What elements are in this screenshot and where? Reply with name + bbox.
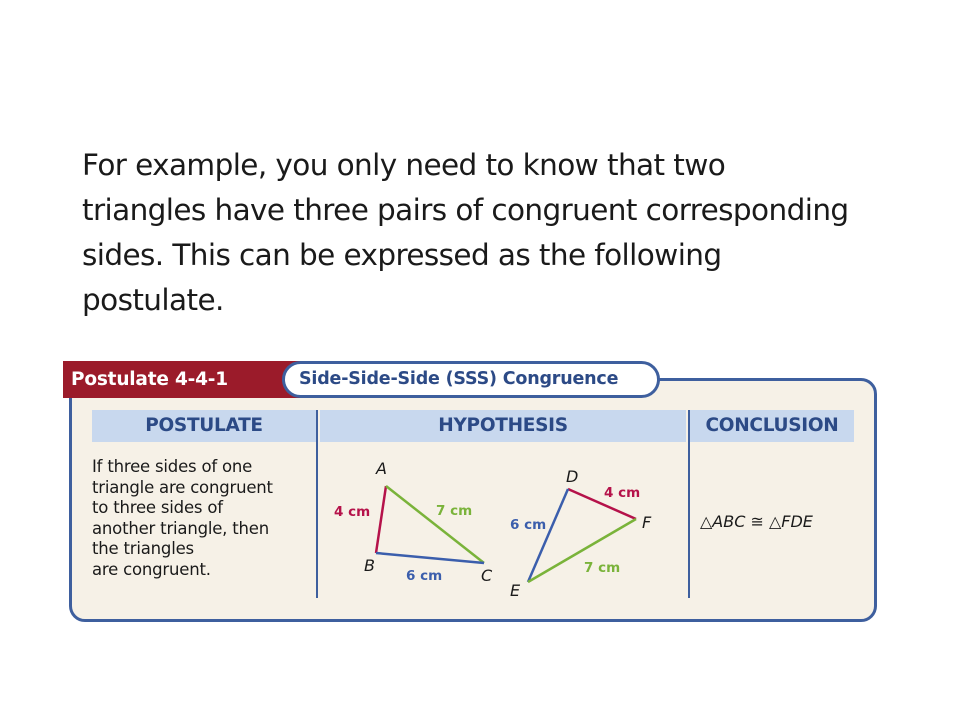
intro-line-2: triangles have three pairs of congruent corresponding: [82, 193, 849, 227]
side-bc-length: 6 cm: [406, 568, 443, 584]
postulate-line-5: the triangles: [92, 539, 194, 559]
postulate-number-label: Postulate 4-4-1: [63, 361, 303, 398]
conclusion-statement: △ABC ≅ △FDE: [700, 512, 813, 531]
vertex-d-label: D: [566, 467, 579, 486]
side-ab: [376, 486, 386, 553]
postulate-title: Side-Side-Side (SSS) Congruence: [282, 361, 660, 398]
header-hypothesis: HYPOTHESIS: [320, 410, 686, 442]
header-postulate: POSTULATE: [92, 410, 316, 442]
vertex-e-label: E: [510, 581, 521, 600]
intro-line-3: sides. This can be expressed as the following: [82, 238, 722, 272]
side-ab-length: 4 cm: [334, 504, 371, 520]
header-conclusion: CONCLUSION: [690, 410, 854, 442]
side-bc: [376, 553, 484, 563]
vertex-f-label: F: [642, 513, 652, 532]
vertex-b-label: B: [364, 556, 375, 575]
postulate-line-2: triangle are congruent: [92, 477, 273, 497]
side-ac: [386, 486, 484, 563]
side-de: [528, 489, 568, 582]
side-df-length: 4 cm: [604, 485, 641, 501]
vertex-a-label: A: [376, 459, 387, 478]
triangle-abc: [334, 459, 493, 585]
postulate-line-1: If three sides of one: [92, 457, 253, 476]
intro-line-4: postulate.: [82, 283, 224, 317]
postulate-line-6: are congruent.: [92, 559, 211, 579]
side-ac-length: 7 cm: [436, 503, 473, 519]
side-de-length: 6 cm: [510, 517, 547, 533]
postulate-line-4: another triangle, then: [92, 518, 270, 538]
intro-line-1: For example, you only need to know that two: [82, 148, 726, 182]
triangle-dfe: [510, 467, 652, 600]
postulate-line-3: to three sides of: [92, 498, 223, 518]
vertex-c-label: C: [481, 566, 493, 585]
side-fe-length: 7 cm: [584, 560, 621, 576]
